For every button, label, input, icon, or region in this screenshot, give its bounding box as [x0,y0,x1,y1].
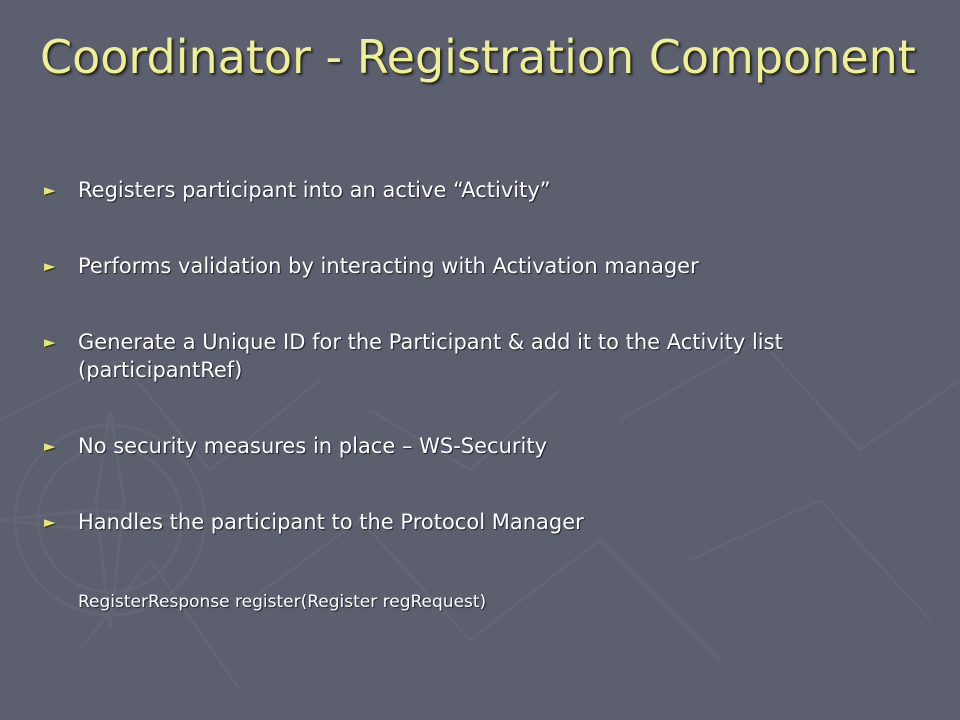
bullet-text: Registers participant into an active “Activity” [78,178,551,202]
bullet-arrow-icon: ► [44,181,56,199]
bullet-arrow-icon: ► [44,437,56,455]
bullet-text: Handles the participant to the Protocol Manager [78,510,584,534]
bullet-item [44,252,904,280]
slide-title: Coordinator - Registration Component [40,30,916,84]
bullet-item [44,432,904,460]
bullet-arrow-icon: ► [44,257,56,275]
bullet-text: No security measures in place – WS-Security [78,434,548,458]
bullet-arrow-icon: ► [44,513,56,531]
bullet-text: Generate a Unique ID for the Participant & add it to the Activity list (participantRef) [78,330,783,382]
bullet-text: Performs validation by interacting with Activation manager [78,254,699,278]
bullet-item [44,508,904,536]
bullet-list [44,176,904,584]
bullet-arrow-icon: ► [44,333,56,351]
method-signature: RegisterResponse register(Register regRequest) [78,592,487,612]
bullet-item [44,176,904,204]
bullet-item [44,328,904,384]
